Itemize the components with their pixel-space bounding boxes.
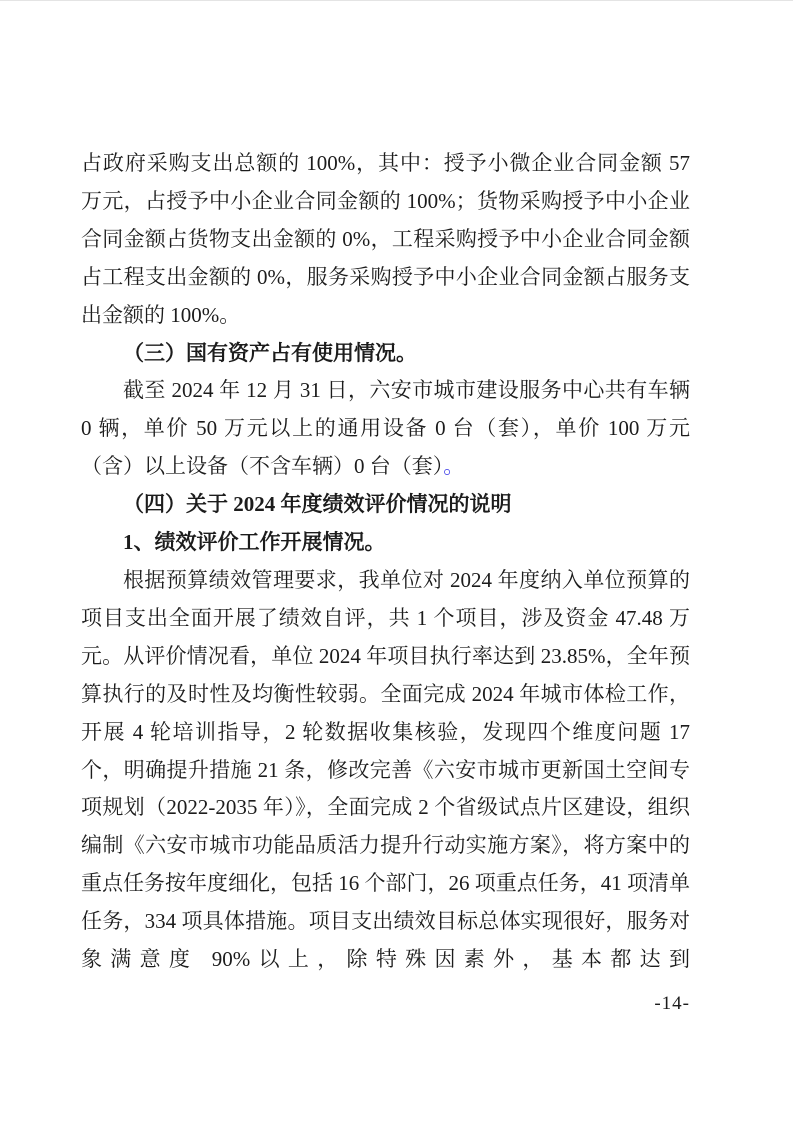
heading-section-4-performance-evaluation: （四）关于 2024 年度绩效评价情况的说明 — [123, 492, 512, 517]
paragraph-procurement-continuation: 占政府采购支出总额的 100%，其中：授予小微企业合同金额 57 万元，占授予中小企业合同金额的 100%；货物采购授予中小企业合同金额占货物支出金额的 0%，工程采购授予中小企业合同金额占工程支出金额的 0%，服务采购授予中小企业合同金额占服务支出金额的 100%。 — [81, 151, 690, 327]
subheading-1-evaluation-work: 1、绩效评价工作开展情况。 — [123, 530, 386, 555]
document-content — [81, 145, 690, 979]
paragraph-evaluation-details: 根据预算绩效管理要求，我单位对 2024 年度纳入单位预算的项目支出全面开展了绩效自评，共 1 个项目，涉及资金 47.48 万元。从评价情况看，单位 2024 年项目执行率达到 23.85%，全年预算执行的及时性及均衡性较弱。全面完成 2024 年城市体检工作，开展 4 轮培训指导，2 轮数据收集核验，发现四个维度问题 17 个，明确提升措施 21 条，修改完善《六安市城市更新国土空间专项规划（2022-2035 年）》，全面完成 2 个省级试点片区建设，组织编制《六安市城市功能品质活力提升行动实施方案》，将方案中的重点任务按年度细化，包括 16 个部门，26 项重点任务，41 项清单任务，334 项具体措施。项目支出绩效目标总体实现很好，服务对象满意度 90%以上，除特殊因素外，基本都达到 — [81, 567, 690, 972]
blue-full-stop: 。 — [443, 454, 465, 479]
page-number: -14- — [654, 993, 690, 1014]
heading-section-3-state-assets: （三）国有资产占有使用情况。 — [123, 340, 417, 365]
paragraph-state-assets-text: 截至 2024 年 12 月 31 日，六安市城市建设服务中心共有车辆 0 辆，单价 50 万元以上的通用设备 0 台（套），单价 100 万元（含）以上设备（不含车辆）0 台（套） — [81, 378, 690, 479]
paragraph-state-assets — [81, 372, 690, 486]
